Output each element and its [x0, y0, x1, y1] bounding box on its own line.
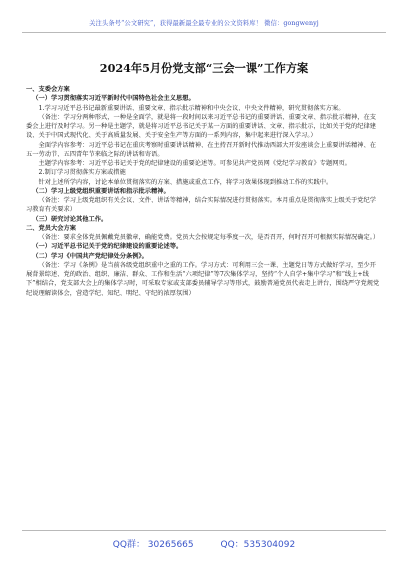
paragraph: 针对上述所学内容，讨论本单位贯彻落实的方案、措施或重点工作，将学习效果体现到推动工作的实践中。	[38, 178, 333, 186]
subsection-heading: （一）习近平总书记关于党的纪律建设的重要论述等。	[32, 243, 183, 251]
document-body	[26, 82, 382, 298]
paragraph: （备注：学习上级党组织有关会议、文件、讲话等精神，结合实际情况进行贯彻落实。本月重点是贯彻落实上级关于党纪学习教育有关要求）	[26, 197, 376, 214]
paragraph: 2.制订学习贯彻落实方案或措施	[38, 169, 126, 177]
paragraph: 1.学习习近平总书记最新重要讲话、重要文章、指示批示精神和中央会议、中央文件精神，研究贯彻落实方案。	[38, 104, 345, 112]
paragraph: 主题学内容参考：习近平总书记关于党的纪律建设的重要论述等。可参见共产党员网《党纪学习教育》专题网页。	[38, 160, 351, 167]
paragraph: （备注：学习《条例》是当前各级党组织重中之重的工作。学习方式：可利用三会一课、主题党日等方式做好学习，至少开展背景综述、党的政治、组织、廉洁、群众、工作和生活“六项纪律”等7次集体学习，坚持“个人自学+集中学习”和“线上+线下”相结合，党支部大会上的集体学习时，可采取专家或支部委员辅导学习等形式，鼓励普通党员代表走上讲台，围绕严守党规党纪说理解读体会，营造学纪、知纪、明纪、守纪的浓厚氛围）	[26, 261, 380, 297]
header-divider	[22, 32, 386, 33]
qq-number: QQ：535304092	[220, 540, 296, 550]
subsection-heading: （三）研究讨论其他工作。	[32, 215, 108, 223]
subsection-heading: （二）学习《中国共产党纪律处分条例》。	[32, 252, 148, 260]
paragraph: 全面学内容参考：习近平总书记在重庆考察时重要讲话精神、在主持召开新时代推动西部大开发座谈会上重要讲话精神、在五一劳动节、五四青年节来临之际的讲话和寄语。	[26, 141, 376, 158]
footer	[0, 537, 408, 550]
subsection-heading: （一）学习贯彻落实习近平新时代中国特色社会主义思想。	[32, 95, 195, 103]
paragraph: （备注：要求全体党员佩戴党员徽章，确能党费。党员大会按规定每季度一次，是否召开，何时召开可根据实际情况确定。）	[38, 234, 380, 241]
document-title: 2024年5月份党支部“三会一课”工作方案	[99, 61, 309, 75]
subsection-heading: （二）学习上级党组织重要讲话和指示批示精神。	[32, 187, 170, 195]
paragraph: （备注：学习分两种形式，一种是全面学，就是将一段时间以来习近平总书记的重要讲话、重要文章、指示批示精神，在支委会上进行及时学习。另一种是主题学，就是将习近平总书记关于某一方面的重要讲话、文章、指示批示，比如关于党的纪律建设、关于中国式现代化、关于高质量发展、关于安全生产等方面的一系列内容，集中起来进行深入学习。）	[26, 113, 376, 140]
qq-group: QQ群： 30265665	[112, 540, 194, 550]
footer-divider	[22, 530, 386, 531]
header-banner: 关注头条号“公文研究”，获得最新最全最专业的公文资料库！ 微信：gongwenyj	[89, 20, 319, 27]
section-heading: 一、支委会方案	[26, 86, 70, 93]
section-heading: 二、党员大会方案	[26, 224, 76, 232]
